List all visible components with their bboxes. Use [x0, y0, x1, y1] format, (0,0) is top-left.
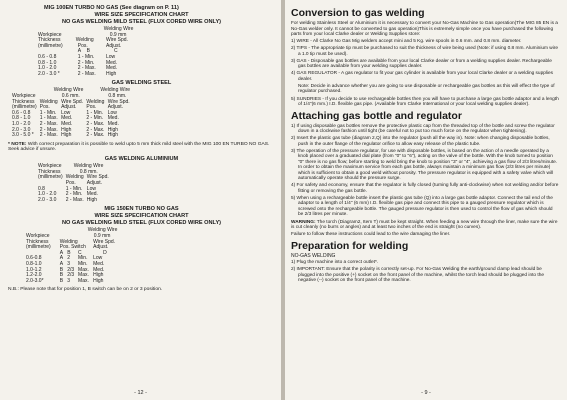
list-item: 1) If using disposable gas bottles remove the protective plastic cap from the threaded top of the bottle and screw the regulator down in a clockwise fashion until tight (be careful not to put too much force on the regulator when tightening). — [291, 123, 555, 135]
list-item: 3) The operation of the pressure regulator, for use with disposable bottles, is based on the action of a needle operated by a knob placed over a graduated dial plate (from "0" to "6"), acting on the valve of the bottle. With the knob turned to position "0" there is no gas flow; before starting to weld bring the knob to position "3" or "4", achieving a gas flow of 2/3 litres/minute. In order to obtain the maximum service from each gas bottle, always maintain a minimum gas flow (2/3 litres per minute) which is sufficient to obtain a good weld without porosity. The pressure regulator is equipped with a safety valve which will automatically operate should the pressure surge. — [291, 148, 558, 182]
table-cell: B — [59, 272, 64, 279]
warning-tail: Failure to follow these instructions could lead to the wire damaging the liner. — [291, 232, 451, 238]
table-cell: 0.6 - 0.8 — [38, 53, 57, 60]
list-item: 1) WIRE - All Clarke No Gas Mig welders accept mini and 5 Kg. wire spools in 0.6 mm. and 0.8 mm. diameter. — [291, 39, 522, 45]
table2-col-welding-2: Welding — [86, 98, 105, 105]
table-cell: High — [93, 272, 104, 279]
table3-col-pos: Pos. — [65, 180, 76, 187]
table1-col-wire-size: 0.9 mm — [109, 31, 127, 38]
table-cell: Low — [105, 53, 116, 60]
table3 — [38, 164, 112, 203]
table4-col-pos: Pos. Switch — [59, 244, 86, 251]
page-number-right: - 9 - — [421, 390, 431, 396]
table-cell: Med. — [61, 115, 73, 122]
table-cell: Low — [107, 109, 117, 116]
table-cell: High — [86, 196, 98, 203]
table4-col-adjust: Adjust. — [93, 244, 109, 251]
right-page — [285, 0, 567, 400]
table2-col-pos-2: Pos. — [86, 104, 97, 111]
table-cell: High — [105, 70, 117, 77]
table-cell: Med. — [86, 191, 98, 198]
table2-col-adjust: Adjust. — [61, 104, 77, 111]
table1-heading1: WIRE SIZE SPECIFICATION CHART — [94, 12, 189, 18]
table3-col-wirespd: Wire Spd. — [86, 174, 109, 181]
intro-paragraph: For welding Stainless Steel or Aluminium it is necessary to convert your No-Gas Machine to Gas operation(The MIG 85 EN is a No-Gas welder only. It cannot be converted to gas operation)This is extremely simple once you have purchased the following parts from your local Clarke dealer or Welding Supplies store: — [291, 21, 558, 37]
table4-col-wire-size: 0.9 mm — [93, 233, 111, 240]
table1-col-a: A — [77, 48, 82, 55]
table3-col-wire: Welding Wire — [73, 163, 104, 170]
table-cell: 0.6 - 0.8 — [12, 109, 31, 116]
table-cell: 1.0 - 2.0 — [12, 120, 31, 127]
table4-col-workpiece: Workpiece — [26, 233, 50, 240]
table1-col-b: B — [86, 48, 90, 55]
table-cell: High — [107, 126, 119, 133]
table4-heading1: WIRE SIZE SPECIFICATION CHART — [94, 213, 189, 220]
table3-col-mm: (millimetre) — [38, 174, 63, 181]
table-cell: 3 — [67, 277, 70, 284]
table-cell: 2.0 - 3.0 — [38, 196, 57, 203]
list-item: 4) GAS REGULATOR - A gas regulator to fit your gas cylinder is available from your local Clarke dealer or a welding supplies dealer. — [291, 71, 553, 82]
table4-col-mm: (millimetre) — [26, 244, 51, 251]
table-cell: 2 - Max. — [39, 120, 58, 127]
table-cell: High — [93, 277, 104, 284]
table1-heading2: NO GAS WELDING MILD STEEL (FLUX CORED WIRE ONLY) — [61, 19, 222, 25]
table-cell: 0.8 - 1.0 — [38, 59, 57, 66]
left-page — [0, 0, 281, 400]
table4-col-a: A — [59, 249, 64, 256]
table1-col-adjust: Adjust. — [105, 42, 122, 49]
table-row — [12, 133, 133, 139]
table2-col-mm: (millimetre) — [12, 104, 37, 111]
warning-label: WARNING: — [291, 219, 316, 225]
table2-col-pos: Pos. — [39, 104, 50, 111]
table4-col-wirespd: Wire Spd. — [93, 238, 116, 245]
list-item-note: Note: Decide in advance whether you are going to use disposable or rechargeable gas bottles as this will effect the type of regulator purchased. — [298, 83, 555, 95]
table4-col-welding: Welding — [59, 238, 78, 245]
table4-col-d: D — [103, 249, 107, 256]
table-cell: High — [107, 132, 119, 139]
table1-col-wire: Welding Wire — [103, 26, 134, 32]
table2-col-thickness: Thickness — [12, 98, 35, 105]
heading-preparation: Preparation for welding — [291, 239, 409, 252]
warning-paragraph — [291, 220, 559, 231]
table2-col-wire1: Welding Wire — [53, 87, 84, 94]
table-cell: 1.2-2.0 — [26, 272, 42, 279]
table4-col-c: C — [78, 249, 82, 256]
table4-heading0: MIG 150EN TURBO NO GAS — [104, 206, 179, 213]
table-cell: Low — [61, 109, 71, 116]
table2-col-wire1-size: 0.6 mm. — [61, 92, 80, 99]
table-cell: 2 - Max. — [65, 196, 84, 203]
table1-col-c: C — [113, 48, 118, 55]
table-cell: 1.0 - 2.0 — [38, 191, 57, 198]
table-cell: High — [61, 126, 72, 133]
table1-col-wirespd: Wire Spd. — [105, 37, 128, 44]
table-cell: 2 — [67, 255, 70, 262]
table1-col-mm: (millimetre) — [38, 42, 63, 49]
table-cell: 2 - Max. — [86, 120, 105, 127]
table-cell: Med. — [105, 59, 118, 66]
table3-col-adjust: Adjust. — [86, 180, 103, 187]
heading-attaching: Attaching gas bottle and regulator — [291, 109, 462, 122]
table2-col-wire2-size: 0.8 mm. — [108, 92, 127, 99]
list-item: 2) TIPS - The appropriate tip must be purchased to suit the thickness of wire being used (Note: if using 0.8 mm. Aluminium wire a 1.0 tip must be used). — [291, 46, 559, 57]
table-cell: Max. — [78, 266, 89, 273]
table-cell: Max. — [78, 277, 89, 284]
list-item: 3) GAS - Disposable gas bottles are available from your local Clarke dealer or from a welding supplies dealer. Rechargeable gas bottles are available from your welding supplies dealer. — [291, 58, 552, 70]
table-cell: 1 - Min. — [86, 109, 104, 116]
table4-col-wire: Welding Wire — [87, 227, 118, 234]
table1-col-thickness: Thickness — [38, 37, 61, 44]
table2 — [12, 88, 133, 138]
table4-col-b: B — [67, 249, 71, 256]
warning-text: The torch (Diagram2, Item T) must be kept straight. When feeding a new wire through the liner, make sure the wire is cut cleanly (no burrs or angles) and at least two inches of the end is straight (no curves). — [291, 219, 558, 231]
page-number-left: - 12 - — [134, 390, 147, 396]
table-cell: Med. — [107, 120, 119, 127]
table2-col-workpiece: Workpiece — [12, 92, 36, 99]
table-cell: 0.8 — [38, 185, 45, 192]
table-cell: High — [61, 132, 72, 139]
table-row — [38, 198, 112, 204]
table-cell: 0.6-0.8 — [26, 255, 42, 262]
list-item: 4) For safety and economy, ensure that the regulator is fully closed (turning fully anti-clockwise) when not welding and/or before fitting or removing the gas bottle. — [291, 183, 559, 194]
note-label: * NOTE: — [8, 141, 27, 147]
table4 — [26, 228, 120, 284]
table2-heading: GAS WELDING STEEL — [111, 80, 172, 87]
nb-note: N.B.: Please note that for position 1, B switch can be on 2 or 3 position. — [8, 287, 163, 293]
table-cell: 2 - Min. — [86, 115, 104, 122]
table2-col-wire2: Welding Wire — [100, 87, 131, 94]
table3-col-thickness: Thickness — [38, 168, 61, 175]
table-cell: Med. — [105, 65, 118, 72]
table-cell: Med. — [107, 115, 119, 122]
table3-heading: GAS WELDING ALUMINIUM — [104, 156, 179, 163]
table-cell: B — [59, 266, 64, 273]
table-cell: Max. — [78, 272, 89, 279]
table-cell: Med. — [93, 261, 105, 267]
table-cell: 2 - Min. — [77, 59, 95, 66]
table3-col-welding: Welding — [65, 174, 84, 181]
table-cell: 2.0-3.0* — [26, 277, 44, 284]
table4-heading2: NO GAS WELDING MILD STEEL (FLUX CORED WIRE ONLY) — [61, 220, 222, 227]
table-cell: Med. — [61, 120, 73, 127]
table-cell: Min. — [78, 261, 88, 267]
table1 — [38, 27, 136, 77]
table-row — [26, 279, 120, 285]
table-row — [38, 72, 136, 78]
list-item: 1) Plug the machine into a correct outlet*. — [291, 260, 379, 266]
table-cell: A — [59, 255, 64, 262]
table-cell: Low — [93, 255, 103, 262]
table-cell: 1 - Max. — [39, 115, 58, 122]
table-cell: 1 - Min. — [65, 185, 83, 192]
list-item: 2) IMPORTANT: Ensure that the polarity is correctly set-up. For No-Gas Welding the earth/ground clamp lead should be plugged into the positive (+) socket on the front panel of the machine, whilst the torch lead should be plugged into the negative (--) socket on the front panel of the machine. — [291, 267, 544, 284]
table4-col-thickness: Thickness — [26, 238, 49, 245]
table-cell: 2 - Max. — [77, 70, 96, 77]
table1-col-workpiece: Workpiece — [38, 31, 62, 38]
table-cell: 2 - Max. — [39, 132, 58, 139]
list-item: 5) When using a rechargeable bottle insert the plastic gas tube (Q) into a large gas bottle adaptor. Connect the tail end of the adaptor to a length of 1/4" (6 mm) I.D. flexible gas pipe and connect this pipe to a gauged pressure regulator which is screwed onto the rechargeable bottle. The gauged pressure regulator is then used to control the flow of gas which should be 2/3 litres per minute. — [291, 195, 553, 218]
table-cell: 2 - Min. — [65, 191, 83, 198]
table-cell: 1.0 - 2.0 — [38, 65, 57, 72]
table-cell: 2 - Max. — [86, 132, 105, 139]
table-cell: 1.0-1.2 — [26, 266, 42, 273]
table-cell: A — [59, 261, 64, 267]
table2-col-wirespd-2: Wire Spd. — [107, 98, 130, 105]
table-cell: 1 - Min. — [39, 109, 57, 116]
table-cell: 2.0 - 3.0 * — [38, 70, 60, 77]
table3-col-workpiece: Workpiece — [38, 163, 62, 170]
table1-col-pos: Pos. — [77, 42, 88, 49]
list-item: 5) SUNDRIES - If you decide to use rechargeable bottles then you will have to purchase a large gas bottle adaptor and a length of 1/4"(6 mm.) I.D. flexible gas pipe. (Available from Clarke International or your local welding supplies dealer). — [291, 96, 559, 108]
table-cell: 3.0 - 5.0 * — [12, 132, 34, 139]
table2-col-wirespd: Wire Spd. — [61, 98, 84, 105]
note-text: With correct preparation it is possible to weld upto 5 mm thick mild steel with the MIG 100 EN TURBO NO GAS. Seek advice if unsure. — [8, 141, 270, 153]
table-cell: 2 - Max. — [86, 126, 105, 133]
table-cell: 2 - Max. — [39, 126, 58, 133]
heading-conversion: Conversion to gas welding — [291, 7, 425, 19]
table3-col-wire-size: 0.8 mm. — [79, 168, 98, 175]
table2-col-adjust-2: Adjust. — [107, 104, 124, 111]
table-cell: 0.8 - 1.0 — [12, 115, 31, 122]
list-item: 2) Insert the plastic gas tube (diagram 2,Q) into the regulator (push all the way in). Note: when changing disposable bottles, push in the outer flange of the regulator orifice to allow easy release of the plastic tube. — [291, 136, 550, 147]
table1-col-welding: Welding — [75, 37, 94, 44]
table-cell: 1 - Min. — [77, 53, 95, 60]
table2-col-welding: Welding — [39, 98, 58, 105]
table-cell: 0.8-1.0 — [26, 261, 42, 267]
table-cell: 3 — [67, 261, 70, 267]
table-cell: 2/3 — [67, 272, 75, 279]
table-cell: Low — [86, 185, 96, 192]
table-cell: Med. — [93, 266, 105, 273]
no-gas-subheading: NO-GAS WELDING — [291, 252, 336, 259]
left-page-title: MIG 100EN TURBO NO GAS (See diagram on P. 11) — [44, 5, 179, 11]
table-cell: 2/3 — [67, 266, 75, 273]
table-cell: 2.0 - 3.0 — [12, 126, 31, 133]
table-cell: B — [59, 277, 64, 284]
note — [8, 142, 275, 154]
table-cell: Min. — [78, 255, 88, 262]
table-cell: 2 - Max. — [77, 65, 96, 72]
